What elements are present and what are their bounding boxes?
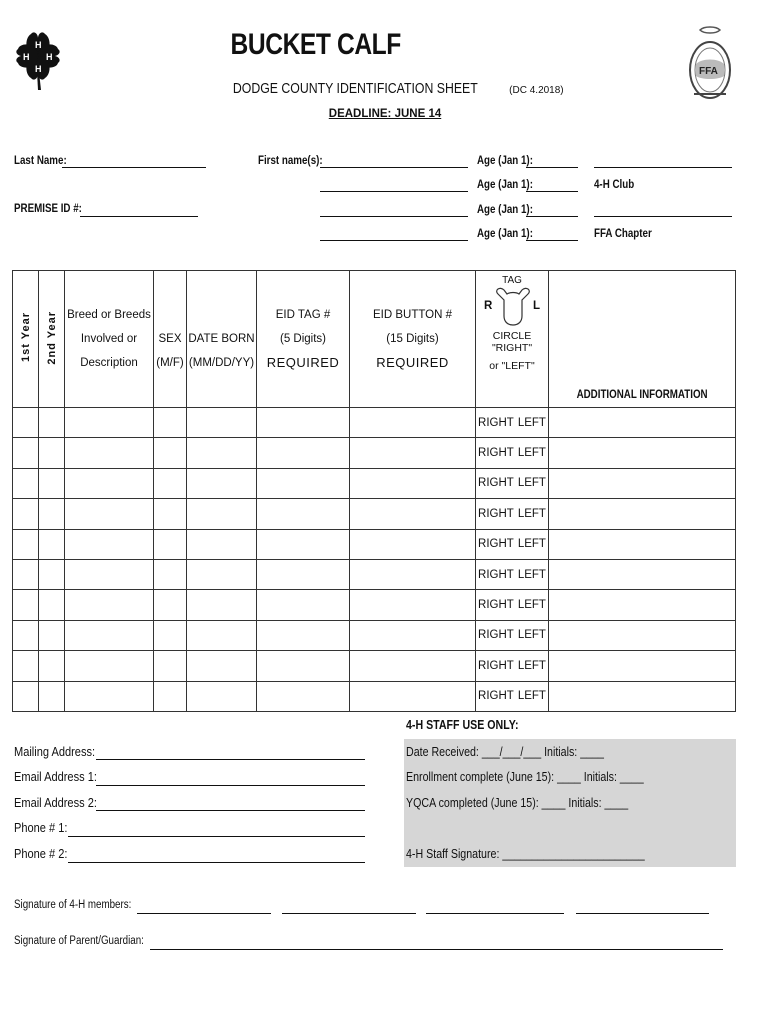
cell-1st-year[interactable] — [13, 499, 39, 529]
cell-1st-year[interactable] — [13, 590, 39, 620]
email1-field[interactable] — [96, 785, 365, 786]
tag-circle-text: CIRCLE "RIGHT" — [491, 330, 533, 354]
calf-head-icon — [494, 286, 532, 326]
age-field-3[interactable] — [526, 216, 578, 217]
cell-2nd-year[interactable] — [39, 438, 65, 468]
cell-tag-side[interactable] — [476, 499, 549, 529]
cell-breed[interactable] — [65, 438, 154, 468]
cell-date-born[interactable] — [187, 620, 257, 650]
cell-1st-year[interactable] — [13, 559, 39, 589]
svg-text:H: H — [35, 64, 42, 74]
cell-eid-button[interactable] — [350, 620, 476, 650]
cell-eid-button[interactable] — [350, 681, 476, 711]
cell-eid-button[interactable] — [350, 499, 476, 529]
cell-1st-year[interactable] — [13, 529, 39, 559]
cell-breed[interactable] — [65, 590, 154, 620]
cell-eid-tag[interactable] — [257, 620, 350, 650]
cell-eid-button[interactable] — [350, 651, 476, 681]
cell-eid-tag[interactable] — [257, 681, 350, 711]
cell-2nd-year[interactable] — [39, 559, 65, 589]
cell-breed[interactable] — [65, 651, 154, 681]
premise-id-field[interactable] — [80, 216, 198, 217]
left-option[interactable]: LEFT — [517, 416, 546, 429]
club-label: 4-H Club — [594, 179, 635, 191]
cell-date-born[interactable] — [187, 559, 257, 589]
email2-field[interactable] — [96, 810, 365, 811]
cell-1st-year[interactable] — [13, 438, 39, 468]
tag-or-left-text: or "LEFT" — [489, 360, 535, 372]
cell-sex[interactable] — [154, 408, 187, 438]
cell-breed[interactable] — [65, 559, 154, 589]
cell-sex[interactable] — [154, 651, 187, 681]
member-signature-line-4[interactable] — [576, 913, 709, 914]
cell-1st-year[interactable] — [13, 468, 39, 498]
email2-label: Email Address 2: — [14, 795, 97, 810]
cell-date-born[interactable] — [187, 438, 257, 468]
tag-side-options — [476, 477, 548, 489]
cell-additional-info[interactable] — [549, 408, 736, 438]
table-row — [13, 620, 736, 650]
cell-tag-side[interactable] — [476, 620, 549, 650]
table-row — [13, 408, 736, 438]
cell-breed[interactable] — [65, 408, 154, 438]
right-option[interactable]: RIGHT — [478, 629, 514, 642]
cell-eid-button[interactable] — [350, 408, 476, 438]
form-subtitle — [0, 80, 770, 97]
first-name-field-2[interactable] — [320, 191, 468, 192]
col-sex: SEX (M/F) — [154, 271, 187, 408]
cell-date-born[interactable] — [187, 529, 257, 559]
left-option[interactable]: LEFT — [517, 447, 546, 460]
cell-date-born[interactable] — [187, 681, 257, 711]
right-option[interactable]: RIGHT — [478, 507, 514, 520]
cell-2nd-year[interactable] — [39, 681, 65, 711]
cell-eid-tag[interactable] — [257, 499, 350, 529]
cell-tag-side[interactable] — [476, 590, 549, 620]
deadline: DEADLINE: JUNE 14 — [328, 108, 442, 120]
cell-tag-side[interactable] — [476, 529, 549, 559]
svg-text:H: H — [35, 40, 42, 50]
cell-additional-info[interactable] — [549, 590, 736, 620]
member-signature-line-2[interactable] — [282, 913, 416, 914]
tag-side-options — [476, 569, 548, 581]
ffa-chapter-label: FFA Chapter — [594, 228, 652, 240]
svg-text:H: H — [46, 52, 53, 62]
cell-1st-year[interactable] — [13, 681, 39, 711]
age-label-3: Age (Jan 1): — [477, 204, 533, 216]
first-name-field-1[interactable] — [320, 167, 468, 168]
cell-eid-tag[interactable] — [257, 529, 350, 559]
mailing-label: Mailing Address: — [14, 744, 96, 759]
cell-2nd-year[interactable] — [39, 620, 65, 650]
staff-yqca: YQCA completed (June 15): ____ Initials: ____ — [406, 795, 629, 810]
cell-2nd-year[interactable] — [39, 499, 65, 529]
left-option[interactable]: LEFT — [517, 477, 546, 490]
cell-additional-info[interactable] — [549, 681, 736, 711]
cell-additional-info[interactable] — [549, 529, 736, 559]
age-label-1: Age (Jan 1): — [477, 155, 533, 167]
calf-table — [12, 270, 736, 712]
cell-eid-button[interactable] — [350, 468, 476, 498]
staff-enrollment: Enrollment complete (June 15): ____ Initials: ____ — [406, 769, 644, 784]
cell-breed[interactable] — [65, 499, 154, 529]
last-name-label: Last Name: — [14, 155, 67, 167]
col-breed: Breed or Breeds Involved or Description — [65, 271, 154, 408]
first-name-field-4[interactable] — [320, 240, 468, 241]
parent-signature-line[interactable] — [150, 949, 723, 950]
cell-additional-info[interactable] — [549, 651, 736, 681]
cell-eid-button[interactable] — [350, 438, 476, 468]
table-row — [13, 499, 736, 529]
left-option[interactable]: LEFT — [517, 690, 546, 703]
age-field-2[interactable] — [526, 191, 578, 192]
cell-tag-side[interactable] — [476, 438, 549, 468]
tag-l-label: L — [532, 300, 540, 312]
cell-breed[interactable] — [65, 620, 154, 650]
right-option[interactable]: RIGHT — [478, 690, 514, 703]
club-field[interactable] — [594, 167, 732, 168]
left-option[interactable]: LEFT — [517, 629, 546, 642]
cell-sex[interactable] — [154, 499, 187, 529]
cell-additional-info[interactable] — [549, 499, 736, 529]
col-2nd-year: 2nd Year — [39, 271, 65, 408]
col-date-born: DATE BORN (MM/DD/YY) — [187, 271, 257, 408]
right-option[interactable]: RIGHT — [478, 447, 514, 460]
cell-sex[interactable] — [154, 620, 187, 650]
premise-id-label: PREMISE ID #: — [14, 203, 82, 215]
last-name-field[interactable] — [62, 167, 206, 168]
staff-date-received: Date Received: ___/___/___ Initials: ____ — [406, 744, 604, 759]
cell-2nd-year[interactable] — [39, 529, 65, 559]
staff-use-box — [404, 739, 736, 867]
svg-text:H: H — [23, 52, 30, 62]
tag-side-options — [476, 508, 548, 520]
phone2-label: Phone # 2: — [14, 846, 68, 861]
cell-tag-side[interactable] — [476, 651, 549, 681]
cell-2nd-year[interactable] — [39, 408, 65, 438]
phone2-field[interactable] — [68, 862, 365, 863]
col-1st-year: 1st Year — [13, 271, 39, 408]
left-option[interactable]: LEFT — [517, 599, 546, 612]
right-option[interactable]: RIGHT — [478, 599, 514, 612]
tag-label: TAG — [502, 275, 522, 286]
cell-tag-side[interactable] — [476, 559, 549, 589]
cell-date-born[interactable] — [187, 468, 257, 498]
staff-heading: 4-H STAFF USE ONLY: — [406, 718, 519, 732]
subtitle-text: DODGE COUNTY IDENTIFICATION SHEET — [233, 80, 479, 97]
parent-signature-label: Signature of Parent/Guardian: — [14, 935, 144, 947]
cell-sex[interactable] — [154, 590, 187, 620]
age-label-2: Age (Jan 1): — [477, 179, 533, 191]
cell-eid-tag[interactable] — [257, 590, 350, 620]
right-option[interactable]: RIGHT — [478, 568, 514, 581]
staff-signature: 4-H Staff Signature: ________________________ — [406, 846, 645, 861]
cell-additional-info[interactable] — [549, 620, 736, 650]
tag-r-label: R — [484, 300, 493, 312]
subtitle-code: (DC 4.2018) — [509, 85, 564, 96]
cell-breed[interactable] — [65, 468, 154, 498]
tag-side-options — [476, 599, 548, 611]
age-field-1[interactable] — [526, 167, 578, 168]
mailing-field[interactable] — [96, 759, 365, 760]
cell-tag-side[interactable] — [476, 408, 549, 438]
cell-1st-year[interactable] — [13, 620, 39, 650]
cell-2nd-year[interactable] — [39, 590, 65, 620]
cell-tag-side[interactable] — [476, 681, 549, 711]
left-option[interactable]: LEFT — [517, 568, 546, 581]
right-option[interactable]: RIGHT — [478, 477, 514, 490]
cell-eid-tag[interactable] — [257, 468, 350, 498]
left-option[interactable]: LEFT — [517, 538, 546, 551]
ffa-chapter-field[interactable] — [594, 216, 732, 217]
cell-additional-info[interactable] — [549, 559, 736, 589]
tag-side-options — [476, 447, 548, 459]
tag-side-options — [476, 690, 548, 702]
tag-side-options — [476, 629, 548, 641]
cell-eid-tag[interactable] — [257, 559, 350, 589]
table-body — [13, 408, 736, 712]
cell-sex[interactable] — [154, 681, 187, 711]
tag-side-options — [476, 417, 548, 429]
cell-tag-side[interactable] — [476, 468, 549, 498]
cell-eid-button[interactable] — [350, 529, 476, 559]
cell-2nd-year[interactable] — [39, 651, 65, 681]
cell-sex[interactable] — [154, 529, 187, 559]
cell-sex[interactable] — [154, 468, 187, 498]
cell-date-born[interactable] — [187, 651, 257, 681]
member-signature-line-1[interactable] — [137, 913, 271, 914]
right-option[interactable]: RIGHT — [478, 659, 514, 672]
cell-eid-tag[interactable] — [257, 651, 350, 681]
cell-additional-info[interactable] — [549, 438, 736, 468]
cell-2nd-year[interactable] — [39, 468, 65, 498]
cell-eid-button[interactable] — [350, 559, 476, 589]
tag-side-options — [476, 538, 548, 550]
cell-date-born[interactable] — [187, 590, 257, 620]
table-row — [13, 468, 736, 498]
table-row — [13, 438, 736, 468]
form-title: BUCKET CALF — [230, 28, 401, 61]
cell-date-born[interactable] — [187, 408, 257, 438]
right-option[interactable]: RIGHT — [478, 416, 514, 429]
first-name-field-3[interactable] — [320, 216, 468, 217]
table-row — [13, 651, 736, 681]
cell-1st-year[interactable] — [13, 408, 39, 438]
member-signature-line-3[interactable] — [426, 913, 564, 914]
right-option[interactable]: RIGHT — [478, 538, 514, 551]
col-eid-button: EID BUTTON # (15 Digits) REQUIRED — [350, 271, 476, 408]
phone1-label: Phone # 1: — [14, 820, 68, 835]
cell-breed[interactable] — [65, 681, 154, 711]
cell-sex[interactable] — [154, 559, 187, 589]
email1-label: Email Address 1: — [14, 769, 97, 784]
first-names-label: First name(s): — [258, 155, 323, 167]
age-label-4: Age (Jan 1): — [477, 228, 533, 240]
phone1-field[interactable] — [68, 836, 365, 837]
cell-additional-info[interactable] — [549, 468, 736, 498]
table-row — [13, 681, 736, 711]
col-tag — [476, 271, 549, 408]
table-header-row — [13, 271, 736, 408]
cell-breed[interactable] — [65, 529, 154, 559]
col-additional-info: ADDITIONAL INFORMATION — [549, 271, 736, 408]
cell-date-born[interactable] — [187, 499, 257, 529]
cell-eid-tag[interactable] — [257, 438, 350, 468]
cell-1st-year[interactable] — [13, 651, 39, 681]
tag-side-options — [476, 660, 548, 672]
cell-sex[interactable] — [154, 438, 187, 468]
table-row — [13, 559, 736, 589]
member-signature-label: Signature of 4-H members: — [14, 899, 132, 911]
table-row — [13, 529, 736, 559]
table-row — [13, 590, 736, 620]
left-option[interactable]: LEFT — [517, 507, 546, 520]
svg-text:FFA: FFA — [699, 66, 718, 77]
cell-eid-button[interactable] — [350, 590, 476, 620]
cell-eid-tag[interactable] — [257, 408, 350, 438]
age-field-4[interactable] — [526, 240, 578, 241]
left-option[interactable]: LEFT — [517, 659, 546, 672]
col-eid-tag: EID TAG # (5 Digits) REQUIRED — [257, 271, 350, 408]
